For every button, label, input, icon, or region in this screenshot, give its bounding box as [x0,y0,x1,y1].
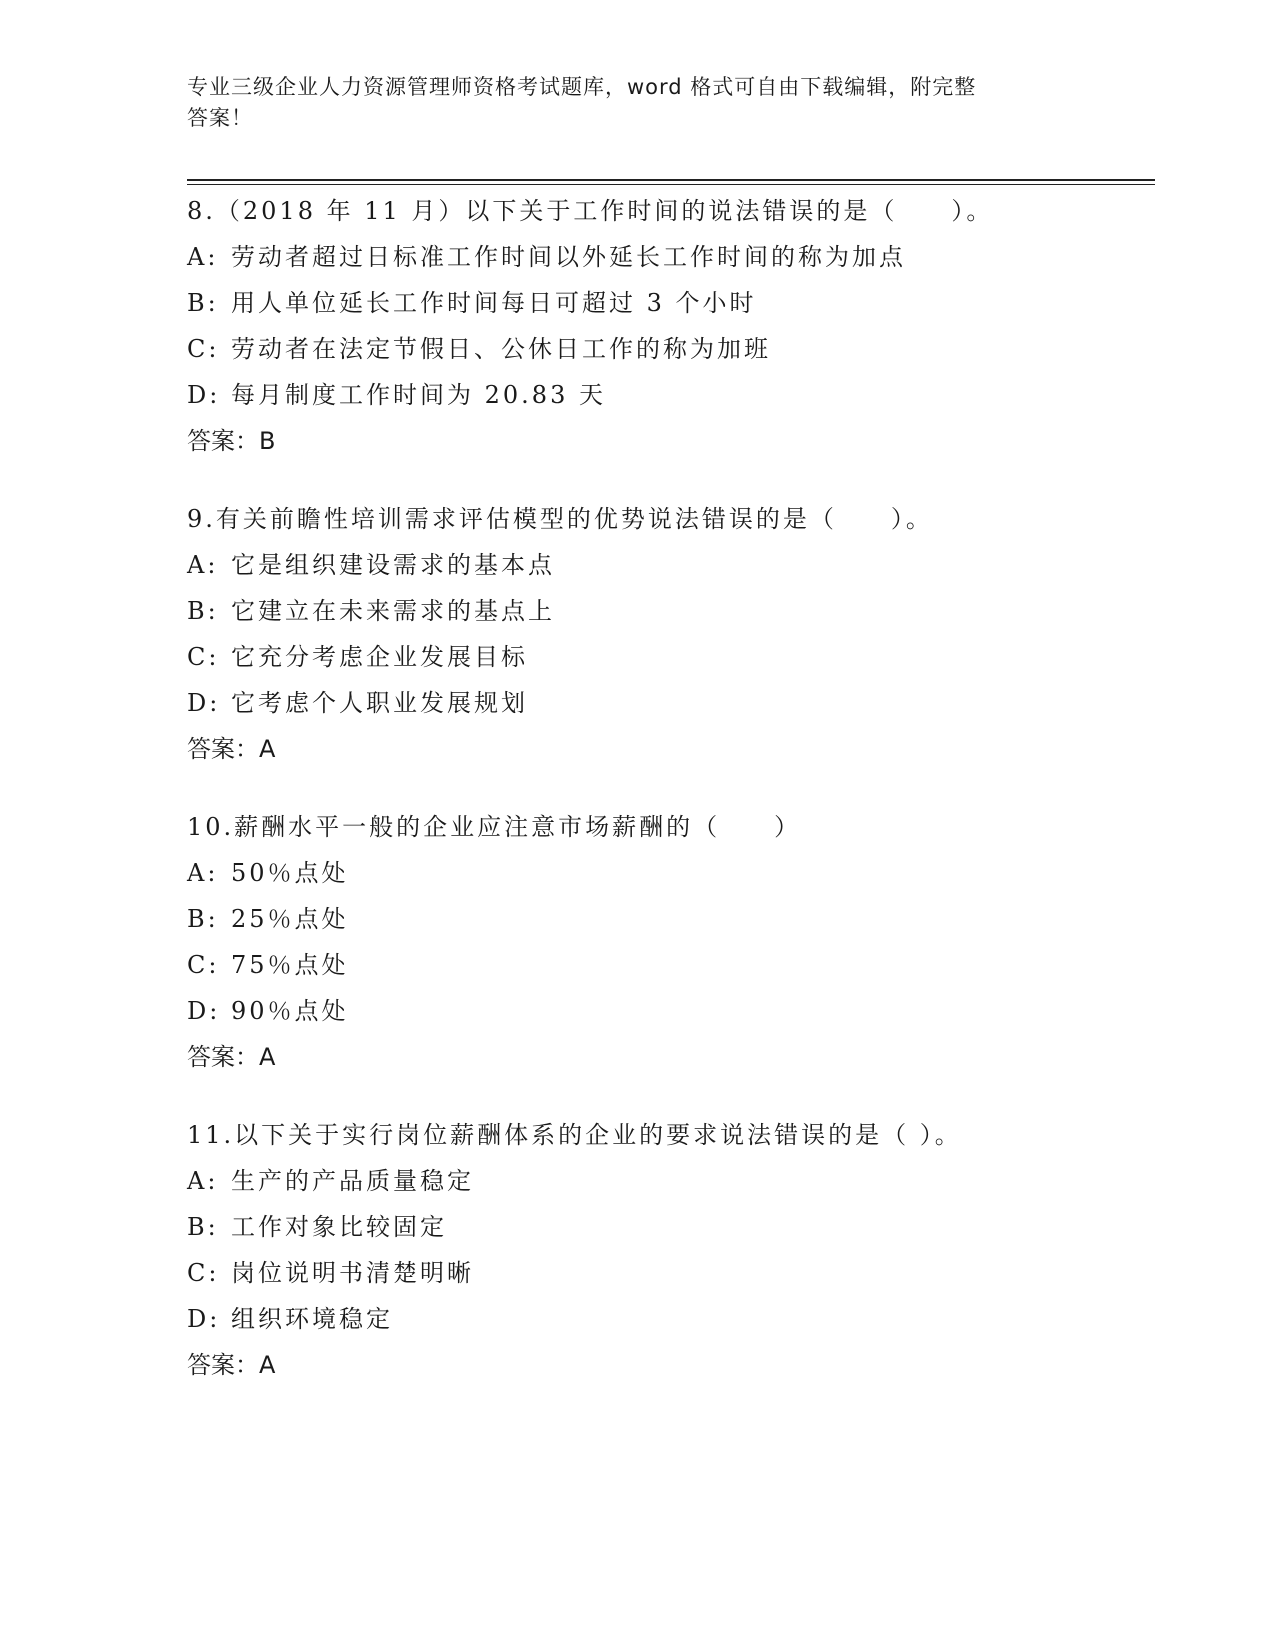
option-c [187,326,1155,372]
option-key: B: [187,905,219,933]
option-d [187,680,1155,726]
document-header [187,72,1077,134]
option-b [187,588,1155,634]
option-text: 它建立在未来需求的基点上 [231,597,555,625]
option-key: A: [187,551,219,579]
option-a [187,234,1155,280]
question-list [187,188,1155,1420]
option-key: D: [187,381,221,409]
answer: 答案：B [187,427,276,455]
question-stem: 10.薪酬水平一般的企业应注意市场薪酬的（ ） [187,813,802,841]
option-key: A: [187,1167,219,1195]
option-key: C: [187,1259,220,1287]
header-divider-thin [187,184,1155,185]
question-9 [187,496,1155,772]
option-key: C: [187,335,220,363]
option-text: 50％点处 [231,859,349,887]
question-stem: 8.（2018 年 11 月）以下关于工作时间的说法错误的是（ ）。 [187,197,994,225]
option-text: 它充分考虑企业发展目标 [231,643,528,671]
option-d [187,1296,1155,1342]
option-d [187,372,1155,418]
option-text: 它是组织建设需求的基本点 [231,551,555,579]
option-key: B: [187,289,219,317]
option-key: D: [187,997,221,1025]
option-text: 90％点处 [231,997,349,1025]
option-a [187,850,1155,896]
question-11 [187,1112,1155,1388]
option-b [187,280,1155,326]
option-text: 工作对象比较固定 [231,1213,447,1241]
option-key: B: [187,597,219,625]
question-stem: 9.有关前瞻性培训需求评估模型的优势说法错误的是（ ）。 [187,505,933,533]
option-c [187,634,1155,680]
option-a [187,542,1155,588]
option-key: D: [187,1305,221,1333]
option-key: C: [187,643,220,671]
question-10 [187,804,1155,1080]
answer: 答案：A [187,1351,276,1379]
option-text: 每月制度工作时间为 20.83 天 [231,381,606,409]
option-c [187,1250,1155,1296]
option-b [187,1204,1155,1250]
option-text: 25％点处 [231,905,349,933]
option-a [187,1158,1155,1204]
option-key: D: [187,689,221,717]
option-text: 劳动者超过日标准工作时间以外延长工作时间的称为加点 [231,243,906,271]
option-text: 生产的产品质量稳定 [231,1167,474,1195]
question-stem: 11.以下关于实行岗位薪酬体系的企业的要求说法错误的是（ ）。 [187,1121,962,1149]
question-8 [187,188,1155,464]
option-c [187,942,1155,988]
option-key: B: [187,1213,219,1241]
option-text: 组织环境稳定 [231,1305,393,1333]
header-line-2: 答案！ [187,106,253,130]
option-text: 劳动者在法定节假日、公休日工作的称为加班 [231,335,771,363]
option-text: 75％点处 [231,951,349,979]
option-d [187,988,1155,1034]
answer: 答案：A [187,1043,276,1071]
option-text: 用人单位延长工作时间每日可超过 3 个小时 [231,289,757,317]
option-key: C: [187,951,220,979]
option-text: 岗位说明书清楚明晰 [231,1259,474,1287]
header-line-1: 专业三级企业人力资源管理师资格考试题库，word 格式可自由下载编辑，附完整 [187,75,977,99]
option-b [187,896,1155,942]
option-text: 它考虑个人职业发展规划 [231,689,528,717]
option-key: A: [187,859,219,887]
answer: 答案：A [187,735,276,763]
header-divider-thick [187,179,1155,181]
option-key: A: [187,243,219,271]
